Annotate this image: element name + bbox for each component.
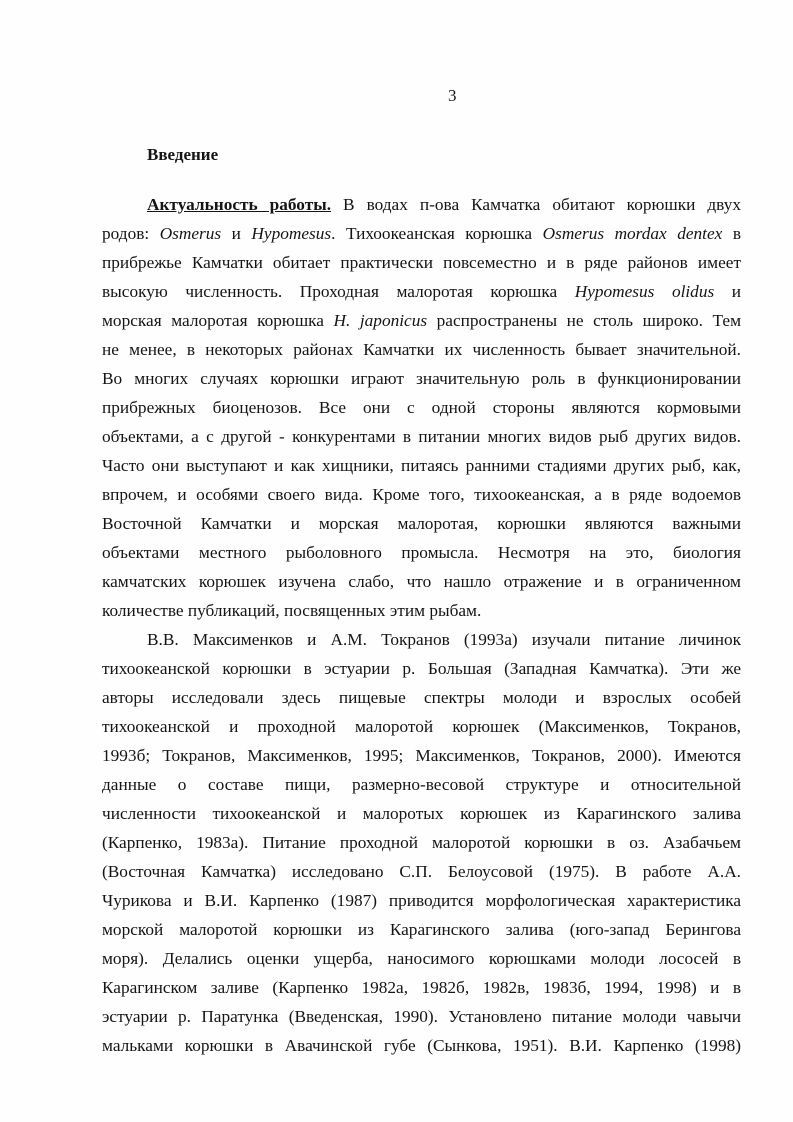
text-line bbox=[102, 277, 741, 306]
text-line: (Карпенко, 1983а). Питание проходной малоротой корюшки в оз. Азабачьем bbox=[102, 833, 741, 852]
text-line: В.В. Максименков и А.М. Токранов (1993а) изучали питание личинок bbox=[147, 630, 741, 649]
text-line: впрочем, и особями своего вида. Кроме того, тихоокеанская, а в ряде водоемов bbox=[102, 485, 741, 504]
text-line: моря). Делались оценки ущерба, наносимого корюшками молоди лососей в bbox=[102, 949, 741, 968]
text-line: Чурикова и В.И. Карпенко (1987) приводится морфологическая характеристика bbox=[102, 891, 741, 910]
text-line: камчатских корюшек изучена слабо, что нашло отражение и в ограниченном bbox=[102, 572, 741, 591]
text-fragment: В водах п-ова Камчатка обитают корюшки двух bbox=[331, 195, 741, 214]
text-line: морской малоротой корюшки из Карагинского залива (юго-запад Берингова bbox=[102, 920, 741, 939]
text-fragment: . Тихоокеанская корюшка bbox=[331, 224, 543, 243]
text-fragment: и bbox=[221, 224, 252, 243]
genus-name: Osmerus bbox=[159, 224, 222, 243]
text-line: Восточной Камчатки и морская малоротая, корюшки являются важными bbox=[102, 514, 741, 533]
section-heading: Введение bbox=[147, 145, 219, 164]
text-line: прибрежье Камчатки обитает практически повсеместно и в ряде районов имеет bbox=[102, 253, 741, 272]
text-line: объектами, а с другой - конкурентами в питании многих видов рыб других видов. bbox=[102, 427, 741, 446]
text-line: эстуарии р. Паратунка (Введенская, 1990). Установлено питание молоди чавычи bbox=[102, 1007, 741, 1026]
text-line: 1993б; Токранов, Максименков, 1995; Максименков, Токранов, 2000). Имеются bbox=[102, 746, 741, 765]
text-line: не менее, в некоторых районах Камчатки их численность бывает значительной. bbox=[102, 340, 741, 359]
text-line: объектами местного рыболовного промысла. Несмотря на это, биология bbox=[102, 543, 741, 562]
text-line: авторы исследовали здесь пищевые спектры молоди и взрослых особей bbox=[102, 688, 741, 707]
text-line bbox=[102, 219, 741, 248]
topicality-label: Актуальность работы. bbox=[147, 195, 332, 214]
text-line: Часто они выступают и как хищники, питаясь ранними стадиями других рыб, как, bbox=[102, 456, 741, 475]
text-fragment: в bbox=[722, 224, 741, 243]
page-number: 3 bbox=[448, 86, 457, 105]
text-fragment: распространены не столь широко. Тем bbox=[427, 311, 742, 330]
body-text bbox=[102, 190, 741, 1060]
text-fragment: родов: bbox=[102, 224, 160, 243]
text-line: Во многих случаях корюшки играют значительную роль в функционировании bbox=[102, 369, 741, 388]
text-line: количестве публикаций, посвященных этим рыбам. bbox=[102, 601, 482, 620]
species-name: H. japonicus bbox=[333, 311, 428, 330]
text-line: мальками корюшки в Авачинской губе (Сынкова, 1951). В.И. Карпенко (1998) bbox=[102, 1036, 741, 1055]
text-line: Карагинском заливе (Карпенко 1982а, 1982б, 1982в, 1983б, 1994, 1998) и в bbox=[102, 978, 741, 997]
text-line bbox=[102, 190, 741, 219]
genus-name: Hypomesus bbox=[251, 224, 332, 243]
text-fragment: морская малоротая корюшка bbox=[102, 311, 334, 330]
text-line bbox=[102, 306, 741, 335]
species-name: Hypomesus olidus bbox=[574, 282, 715, 301]
text-line: тихоокеанской корюшки в эстуарии р. Большая (Западная Камчатка). Эти же bbox=[102, 659, 741, 678]
text-line: прибрежных биоценозов. Все они с одной стороны являются кормовыми bbox=[102, 398, 741, 417]
text-line: тихоокеанской и проходной малоротой корюшек (Максименков, Токранов, bbox=[102, 717, 741, 736]
text-line: данные о составе пищи, размерно-весовой структуре и относительной bbox=[102, 775, 741, 794]
species-name: Osmerus mordax dentex bbox=[542, 224, 723, 243]
text-fragment: высокую численность. Проходная малоротая корюшка bbox=[102, 282, 575, 301]
text-line: численности тихоокеанской и малоротых корюшек из Карагинского залива bbox=[102, 804, 741, 823]
text-fragment: и bbox=[714, 282, 742, 301]
text-line: (Восточная Камчатка) исследовано С.П. Белоусовой (1975). В работе А.А. bbox=[102, 862, 741, 881]
